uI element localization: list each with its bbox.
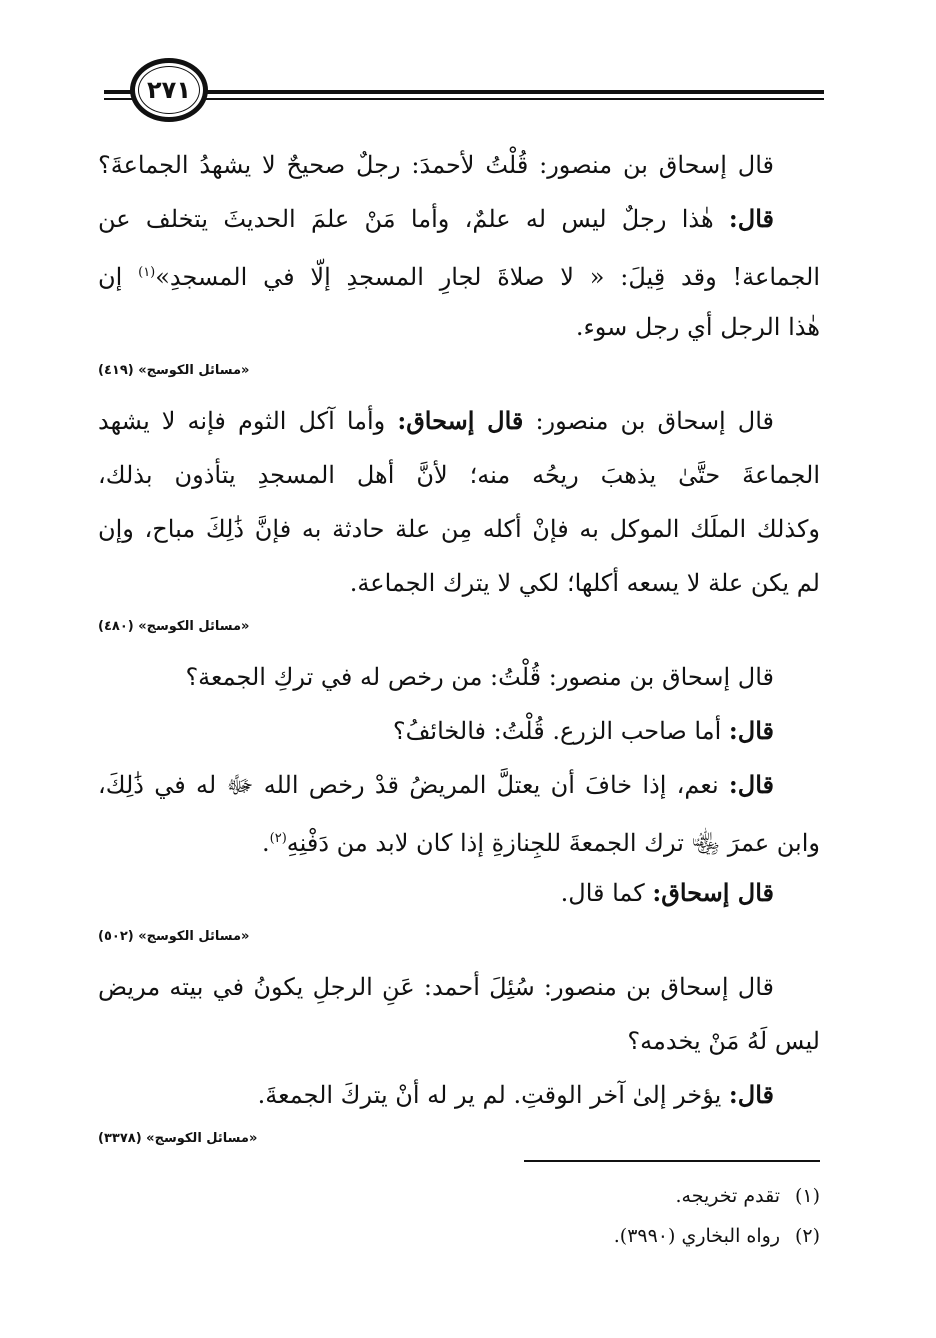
header-rule-thin	[206, 98, 824, 100]
paragraph-block	[98, 394, 820, 650]
source-citation: «مسائل الكوسج» (٤١٩)	[98, 363, 250, 378]
paragraph-block	[98, 960, 820, 1162]
footnote-item: (١)تقدم تخريجه.	[675, 1185, 820, 1207]
footnote-ref: (٢)	[269, 831, 287, 846]
speaker-label: قال:	[728, 204, 774, 233]
speaker-label: قال إسحاق:	[397, 406, 524, 435]
page-number-badge	[130, 58, 208, 122]
speaker-label: قال:	[728, 1080, 774, 1109]
text-line: وكذلك الملَك الموكل به فإنْ أكله مِن علة حادثة به فإنَّ ذَٰلِكَ مباح، وإن	[98, 515, 820, 543]
paragraph-block	[98, 138, 820, 394]
text-line: قال إسحاق بن منصور: قُلْتُ لأحمدَ: رجلٌ صحيحٌ لا يشهدُ الجماعةَ؟	[98, 151, 774, 179]
text-line: ليس لَهُ مَنْ يخدمه؟	[627, 1027, 820, 1055]
source-citation: «مسائل الكوسج» (٣٣٧٨)	[98, 1131, 258, 1146]
page-number: ٢٧١	[147, 76, 191, 104]
text-line: الجماعة! وقد قِيلَ: « لا صلاةَ لجارِ المسجدِ إلّا في المسجدِ»$^{(١)}$ إن	[98, 263, 820, 291]
text-line: قال: يؤخر إلىٰ آخر الوقتِ. لم ير له أنْ يتركَ الجمعةَ.	[257, 1080, 774, 1109]
text-line: الجماعةَ حتَّىٰ يذهبَ ريحُه منه؛ لأنَّ أهل المسجدِ يتأذون بذلك،	[98, 461, 820, 489]
speaker-label: قال:	[728, 770, 774, 799]
text-line: قال إسحاق بن منصور: سُئِلَ أحمد: عَنِ الرجلِ يكونُ في بيته مريض	[98, 973, 774, 1001]
footnote-divider	[524, 1160, 820, 1162]
source-citation: «مسائل الكوسج» (٥٠٢)	[98, 929, 250, 944]
text-line: هٰذا الرجل أي رجل سوء.	[575, 313, 820, 341]
paragraph-block	[98, 650, 820, 960]
text-line: قال: نعم، إذا خافَ أن يعتلَّ المريضُ قدْ رخص الله ﷻ له في ذَٰلِكَ،	[98, 770, 774, 799]
footnotes	[320, 1176, 820, 1256]
speaker-label: قال إسحاق:	[652, 878, 774, 907]
header-rule-thick	[206, 90, 824, 94]
text-line: قال إسحاق بن منصور: قُلْتُ: من رخص له في تركِ الجمعة؟	[185, 663, 774, 691]
text-line: قال إسحاق بن منصور: قال إسحاق: وأما آكل الثوم فإنه لا يشهد	[98, 406, 775, 435]
speaker-label: قال:	[728, 716, 774, 745]
text-line: قال: أما صاحب الزرع. قُلْتُ: فالخائفُ؟	[392, 716, 774, 745]
text-line: قال إسحاق: كما قال.	[560, 878, 774, 907]
footnote-item: (٢)رواه البخاري (٣٩٩٠).	[613, 1225, 820, 1247]
page-body	[98, 138, 820, 1162]
source-citation: «مسائل الكوسج» (٤٨٠)	[98, 619, 250, 634]
text-line: لم يكن علة لا يسعه أكلها؛ لكي لا يترك الجماعة.	[349, 569, 820, 597]
text-line: وابن عمرَ ﵄ ترك الجمعةَ للجِنازةِ إذا كان لابد من دَفْنِهِ$^{(٢)}$.	[261, 829, 820, 857]
text-line: قال: هٰذا رجلٌ ليس له علمٌ، وأما مَنْ علمَ الحديثَ يتخلف عن	[98, 204, 774, 233]
footnote-ref: (١)	[138, 265, 156, 280]
